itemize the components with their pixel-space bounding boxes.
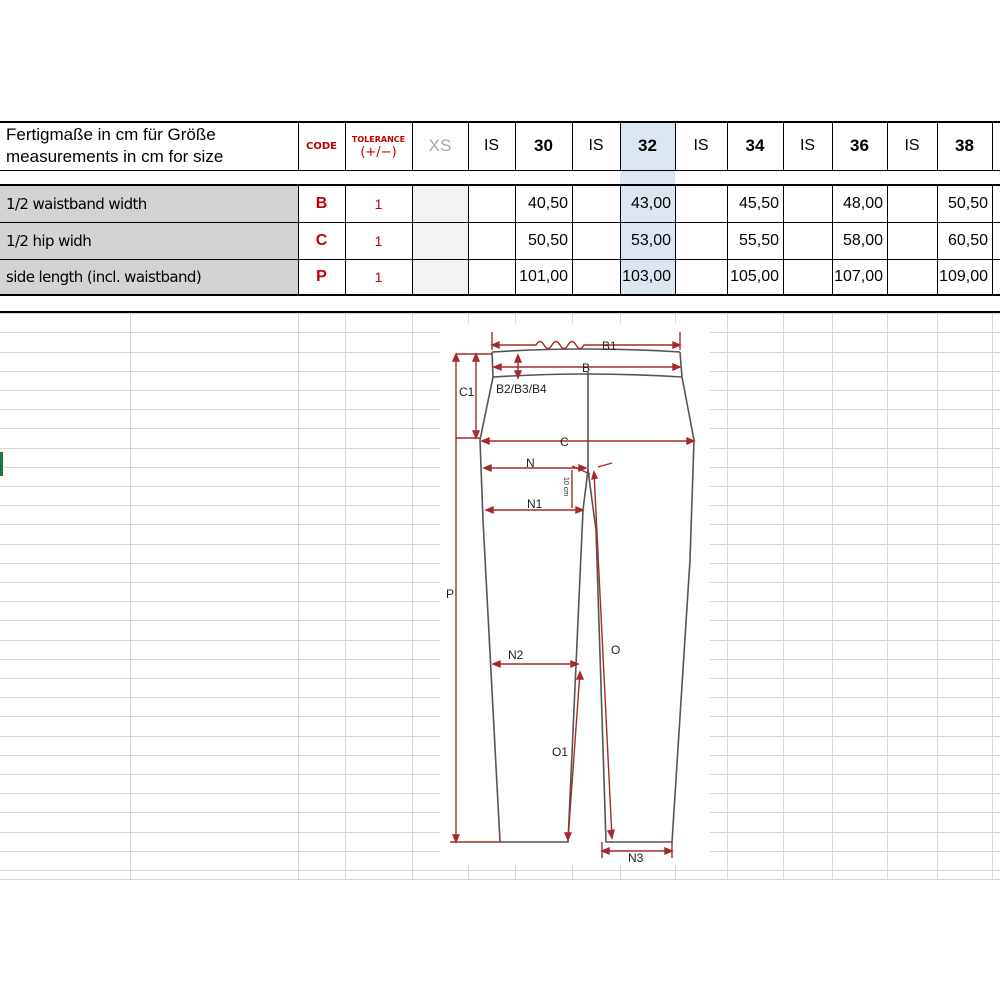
value-cell[interactable]: 101,00 (519, 268, 568, 285)
value-cell[interactable]: 50,50 (527, 231, 568, 249)
label-b1: B1 (602, 339, 617, 353)
size-header-34[interactable]: 34 (745, 136, 765, 155)
label-c: C (560, 435, 569, 449)
size-header-is[interactable]: IS (588, 137, 604, 154)
table-title[interactable] (0, 122, 298, 170)
size-header-is[interactable]: IS (693, 137, 709, 154)
row-tolerance-side-length[interactable]: 1 (374, 269, 383, 285)
label-b234: B2/B3/B4 (496, 382, 547, 396)
value-cell[interactable]: 48,00 (842, 194, 883, 212)
row-tolerance-hip[interactable]: 1 (374, 232, 383, 249)
size-header-36[interactable]: 36 (850, 136, 869, 155)
row-code-side-length[interactable]: P (316, 268, 327, 285)
code-header[interactable]: CODE (306, 140, 337, 152)
label-b: B (582, 361, 591, 375)
row-tolerance-waistband[interactable]: 1 (374, 195, 383, 212)
value-cell[interactable]: 40,50 (527, 194, 568, 212)
value-cell[interactable]: 55,50 (738, 231, 779, 249)
value-cell[interactable]: 60,50 (947, 231, 988, 249)
value-cell[interactable]: 109,00 (939, 268, 988, 285)
size-header-32[interactable]: 32 (638, 136, 657, 155)
value-cell[interactable]: 105,00 (730, 268, 779, 285)
label-p: P (446, 587, 455, 601)
row-label-side-length[interactable]: side length (incl. waistband) (0, 259, 298, 295)
value-cell[interactable]: 43,00 (630, 194, 671, 212)
row-code-waistband[interactable]: B (315, 194, 328, 212)
value-cell[interactable]: 58,00 (842, 231, 883, 249)
value-cell[interactable]: 45,50 (738, 194, 779, 212)
tolerance-header[interactable] (345, 122, 412, 170)
label-n3: N3 (628, 851, 644, 865)
label-o: O (611, 643, 621, 657)
diagram-background (440, 323, 710, 865)
row-label-hip[interactable]: 1/2 hip widh (0, 222, 298, 259)
label-o1: O1 (552, 745, 569, 759)
size-header-is[interactable]: IS (483, 137, 500, 154)
label-n: N (526, 456, 535, 470)
size-header-is[interactable]: IS (799, 137, 816, 154)
label-10cm: 10 cm (562, 477, 569, 497)
size-header-38[interactable]: 38 (955, 136, 974, 155)
label-n2: N2 (508, 648, 524, 662)
size-header-30[interactable]: 30 (534, 136, 553, 155)
size-header-is[interactable]: IS (904, 137, 920, 154)
size-header-xs[interactable]: XS (428, 136, 452, 155)
value-cell[interactable]: 50,50 (947, 194, 988, 212)
tolerance-sub: (+/−) (360, 145, 397, 160)
title-de: Fertigmaße in cm für Größe (6, 125, 216, 144)
row-label-waistband[interactable]: 1/2 waistband width (0, 185, 298, 222)
value-cell[interactable]: 107,00 (834, 268, 883, 285)
title-en: measurements in cm for size (6, 147, 224, 166)
value-cell[interactable]: 53,00 (630, 231, 671, 249)
value-cell[interactable]: 103,00 (622, 268, 671, 285)
active-cell-marker (0, 452, 3, 476)
tolerance-label: TOLERANCE (351, 135, 406, 144)
label-n1: N1 (527, 497, 543, 511)
trousers-diagram (440, 323, 710, 865)
row-code-hip[interactable]: C (315, 231, 328, 249)
xs-column-fill (412, 185, 468, 295)
label-c1: C1 (459, 385, 475, 399)
selected-column-strip (620, 170, 675, 184)
